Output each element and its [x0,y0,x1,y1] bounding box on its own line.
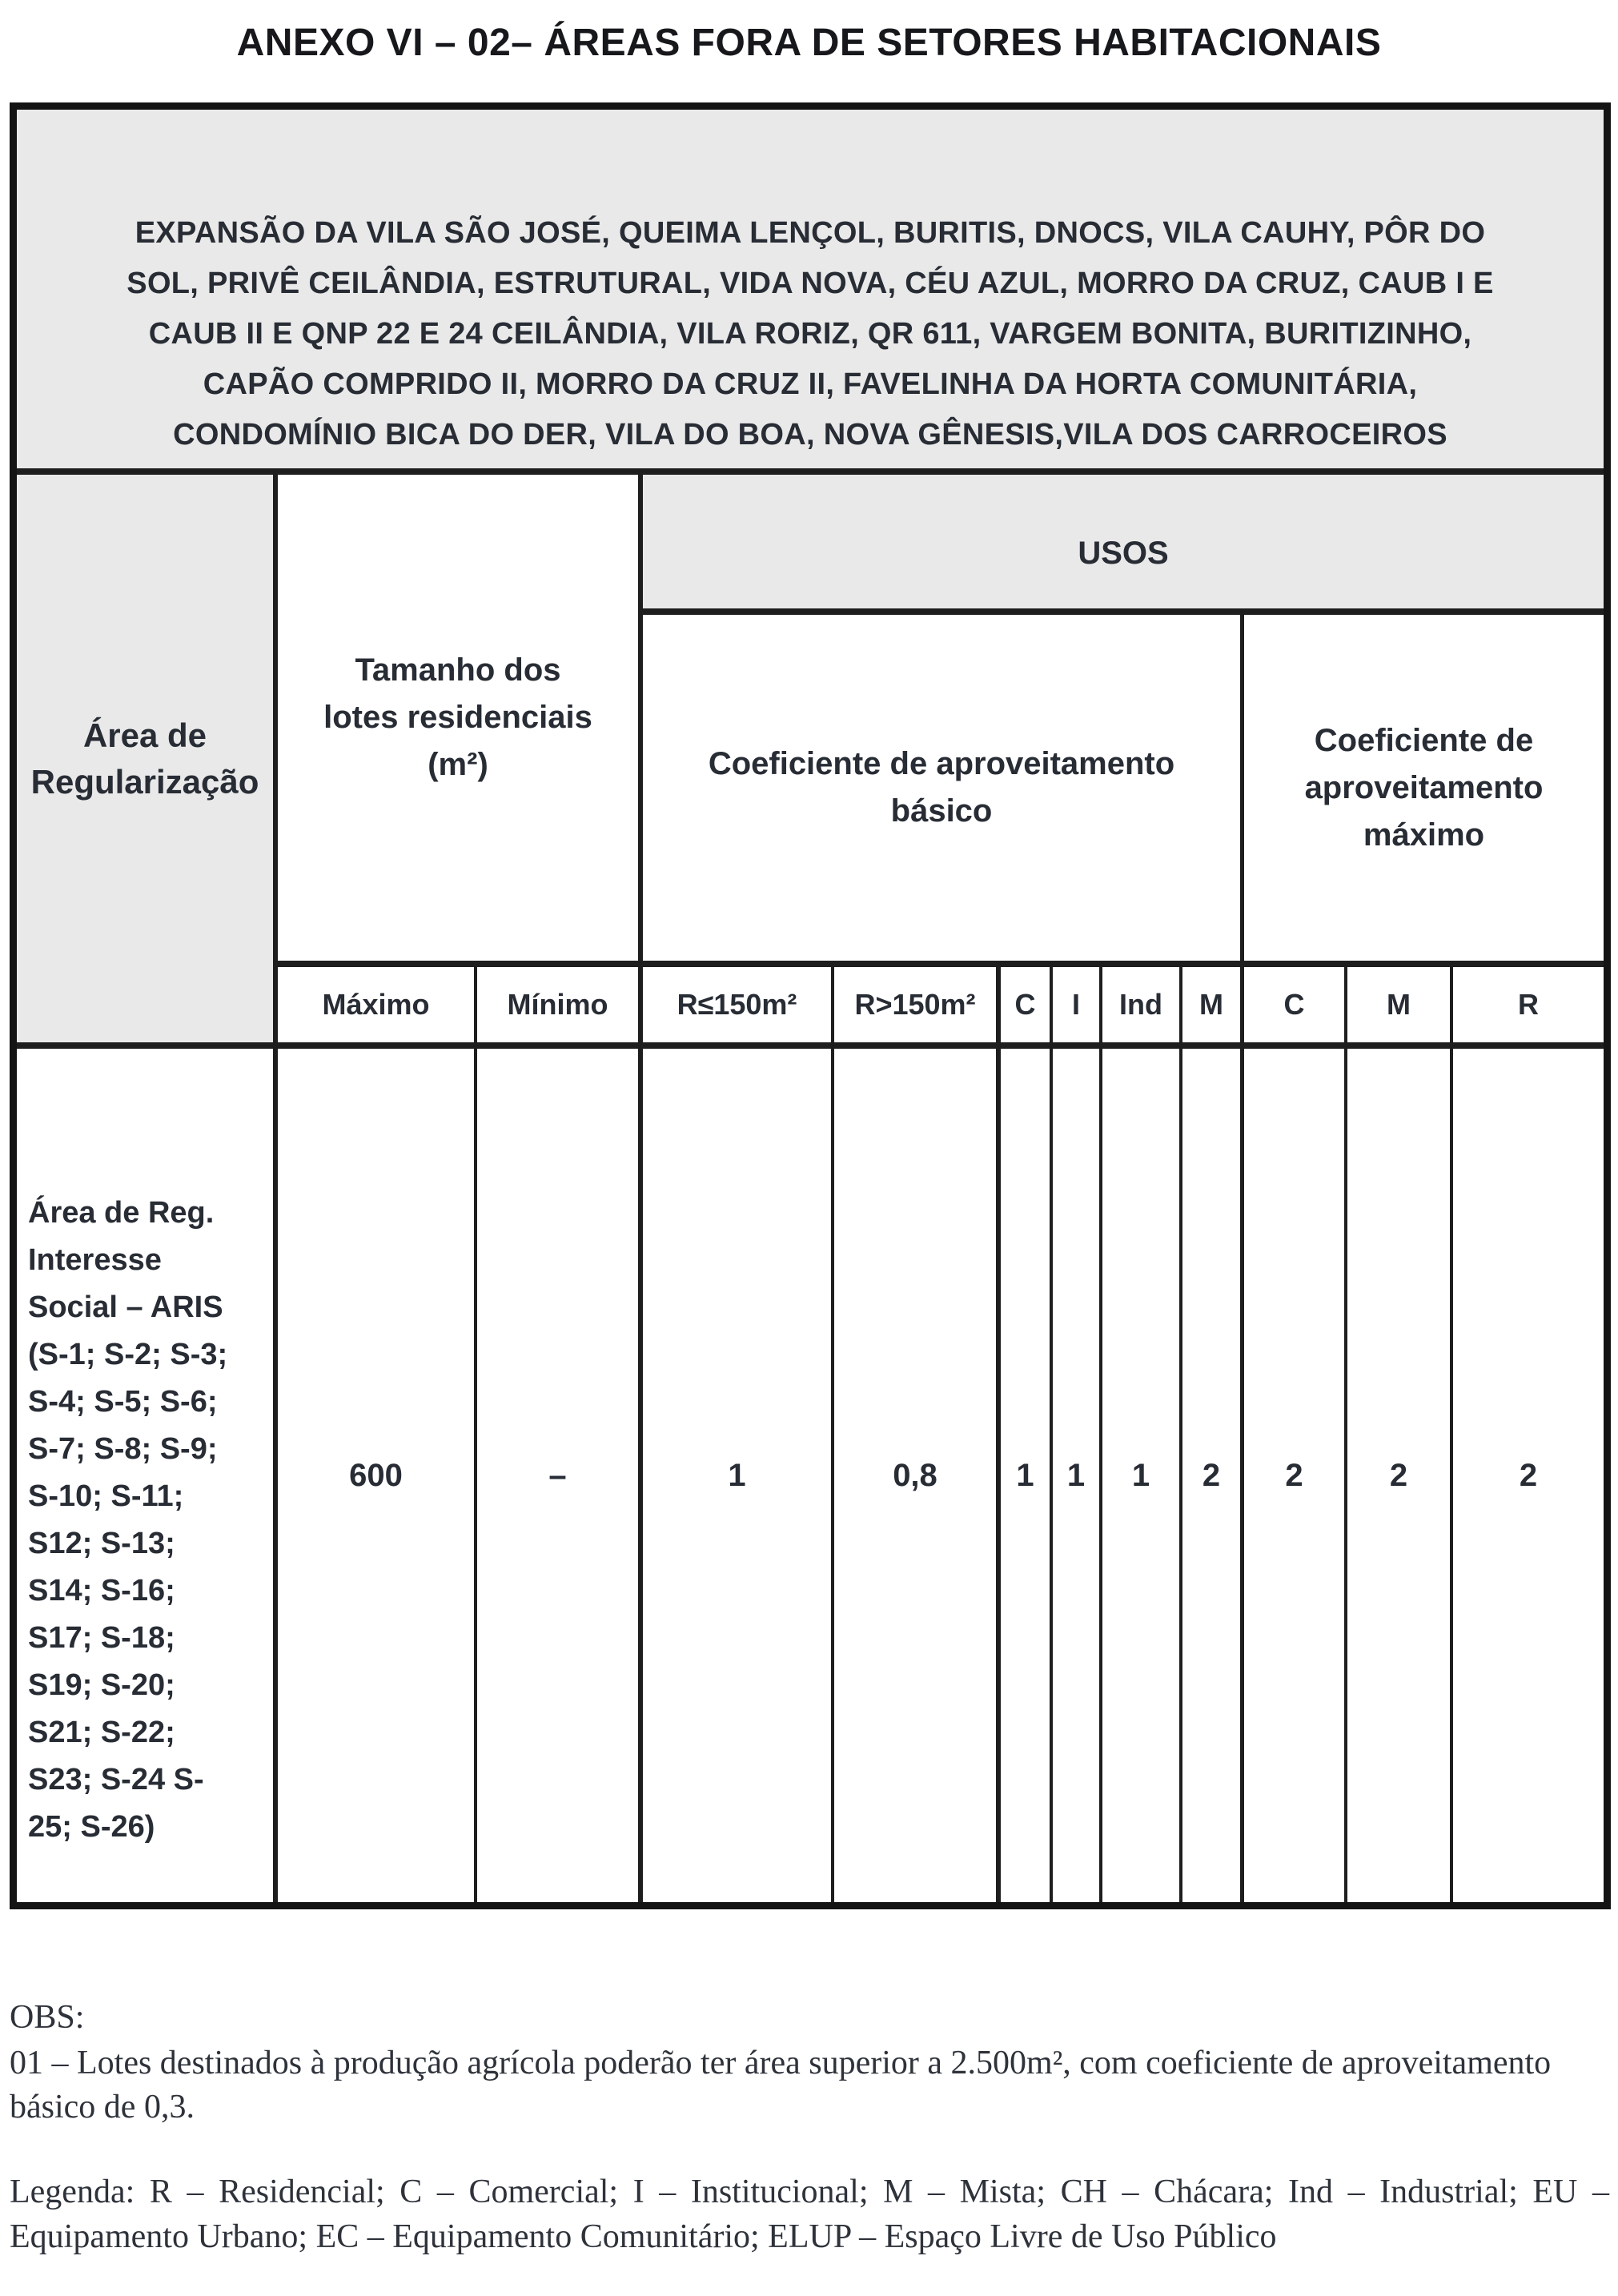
row-label-line: S23; S-24 S- [28,1763,204,1796]
row-label-line: Social – ARIS [28,1290,223,1324]
value-text: 2 [1519,1457,1538,1493]
row-label-line: S19; S-20; [28,1668,175,1702]
col-header-c-maximo [1244,967,1347,1049]
value-text: 2 [1389,1457,1408,1493]
row-label-line: Área de Reg. [28,1196,215,1230]
document-page [0,21,1618,2296]
col-header-label: Máximo [322,988,430,1021]
region-names-line: CAUB II E QNP 22 E 24 CEILÂNDIA, VILA RORIZ, QR 611, VARGEM BONITA, BURITIZINHO, [148,317,1472,351]
value-text: 1 [1131,1457,1150,1493]
col-header-r-maximo [1453,967,1604,1049]
row-label-line: (S-1; S-2; S-3; [28,1338,228,1371]
legend-text: Legenda: R – Residencial; C – Comercial; I – Institucional; M – Mista; CH – Chácara; Ind – Industrial; EU – Equipamento Urbano; EC – Equipamento Comunitário; ELUP – Espaço Livre de Uso Público [10,2174,1609,2255]
obs-item: 01 – Lotes destinados à produção agrícola poderão ter área superior a 2.500m², com coeficiente de aproveitamento básico de 0,3. [10,2045,1552,2125]
col-header-label: C [1283,988,1305,1021]
row-label-line: S17; S-18; [28,1621,175,1655]
col-header-maximo [278,967,477,1049]
col-header-i-basico [1053,967,1102,1049]
page-title: ANEXO VI – 02– ÁREAS FORA DE SETORES HABITACIONAIS [236,22,1382,64]
row-label-line: S-4; S-5; S-6; [28,1385,218,1419]
col-header-label: R [1518,988,1539,1021]
region-names-line: CAPÃO COMPRIDO II, MORRO DA CRUZ II, FAVELINHA DA HORTA COMUNITÁRIA, [203,367,1418,401]
value-coef-m-maximo [1347,1049,1453,1902]
value-text: 1 [1016,1457,1034,1493]
col-header-label: C [1014,988,1036,1021]
value-coef-r-gt-150 [834,1049,1001,1902]
value-coef-ind-basico [1102,1049,1182,1902]
value-coef-c-maximo [1244,1049,1347,1902]
value-coef-r-le-150 [643,1049,834,1902]
region-names-line: EXPANSÃO DA VILA SÃO JOSÉ, QUEIMA LENÇOL, BURITIS, DNOCS, VILA CAUHY, PÔR DO [134,216,1486,250]
col-header-label: M [1199,988,1223,1021]
value-text: 1 [728,1457,746,1493]
col-header-label: Ind [1119,988,1162,1021]
col-header-minimo [477,967,643,1049]
col-header-r-gt-150 [834,967,1001,1049]
obs-block [10,1996,1571,2129]
col-header-label: Mínimo [507,988,608,1021]
col-header-label: M [1387,988,1411,1021]
region-names-line: CONDOMÍNIO BICA DO DER, VILA DO BOA, NOVA GÊNESIS,VILA DOS CARROCEIROS [173,418,1447,452]
value-text: 2 [1285,1457,1303,1493]
value-lote-maximo [278,1049,477,1902]
col-header-r-le-150 [643,967,834,1049]
value-text: 600 [349,1457,403,1493]
row-label-line: Interesse [28,1243,162,1277]
col-header-label: I [1071,988,1080,1021]
col-header-label: R≤150m² [677,988,797,1021]
region-names-cell [17,110,1604,475]
value-lote-minimo [477,1049,643,1902]
value-coef-i-basico [1053,1049,1102,1902]
col-header-m-basico [1182,967,1244,1049]
header-tamanho-lotes [278,475,643,967]
row-label-line: S-10; S-11; [28,1479,184,1513]
zoning-table [10,102,1611,1909]
value-text: 2 [1202,1457,1221,1493]
region-names-line: SOL, PRIVÊ CEILÂNDIA, ESTRUTURAL, VIDA NOVA, CÉU AZUL, MORRO DA CRUZ, CAUB I E [126,267,1494,300]
value-coef-m-basico [1182,1049,1244,1902]
header-area-label: Área de Regularização [30,716,259,801]
row-label-line: S14; S-16; [28,1574,175,1608]
row-label-aris [17,1049,278,1902]
col-header-m-maximo [1347,967,1453,1049]
header-tamanho-label: Tamanho dos lotes residenciais (m²) [323,652,592,782]
header-usos-label: USOS [1078,536,1169,571]
header-usos [643,475,1604,615]
value-coef-r-maximo [1453,1049,1604,1902]
col-header-ind-basico [1102,967,1182,1049]
row-label-line: 25; S-26) [28,1810,155,1844]
value-coef-c-basico [1001,1049,1053,1902]
value-text: 0,8 [893,1457,937,1493]
value-text: 1 [1066,1457,1086,1493]
row-label-line: S21; S-22; [28,1716,175,1749]
row-label-line: S-7; S-8; S-9; [28,1432,218,1466]
header-coef-basico [643,615,1244,967]
header-coef-maximo [1244,615,1604,967]
header-coef-basico-label: Coeficiente de aproveitamento básico [708,746,1175,829]
obs-label: OBS: [10,1999,85,2036]
value-text: – [548,1457,567,1493]
row-label-line: S12; S-13; [28,1527,175,1560]
header-coef-maximo-label: Coeficiente de aproveitamento máximo [1304,722,1544,853]
header-area-regularizacao [17,475,278,1049]
col-header-label: R>150m² [854,988,976,1021]
col-header-c-basico [1001,967,1053,1049]
